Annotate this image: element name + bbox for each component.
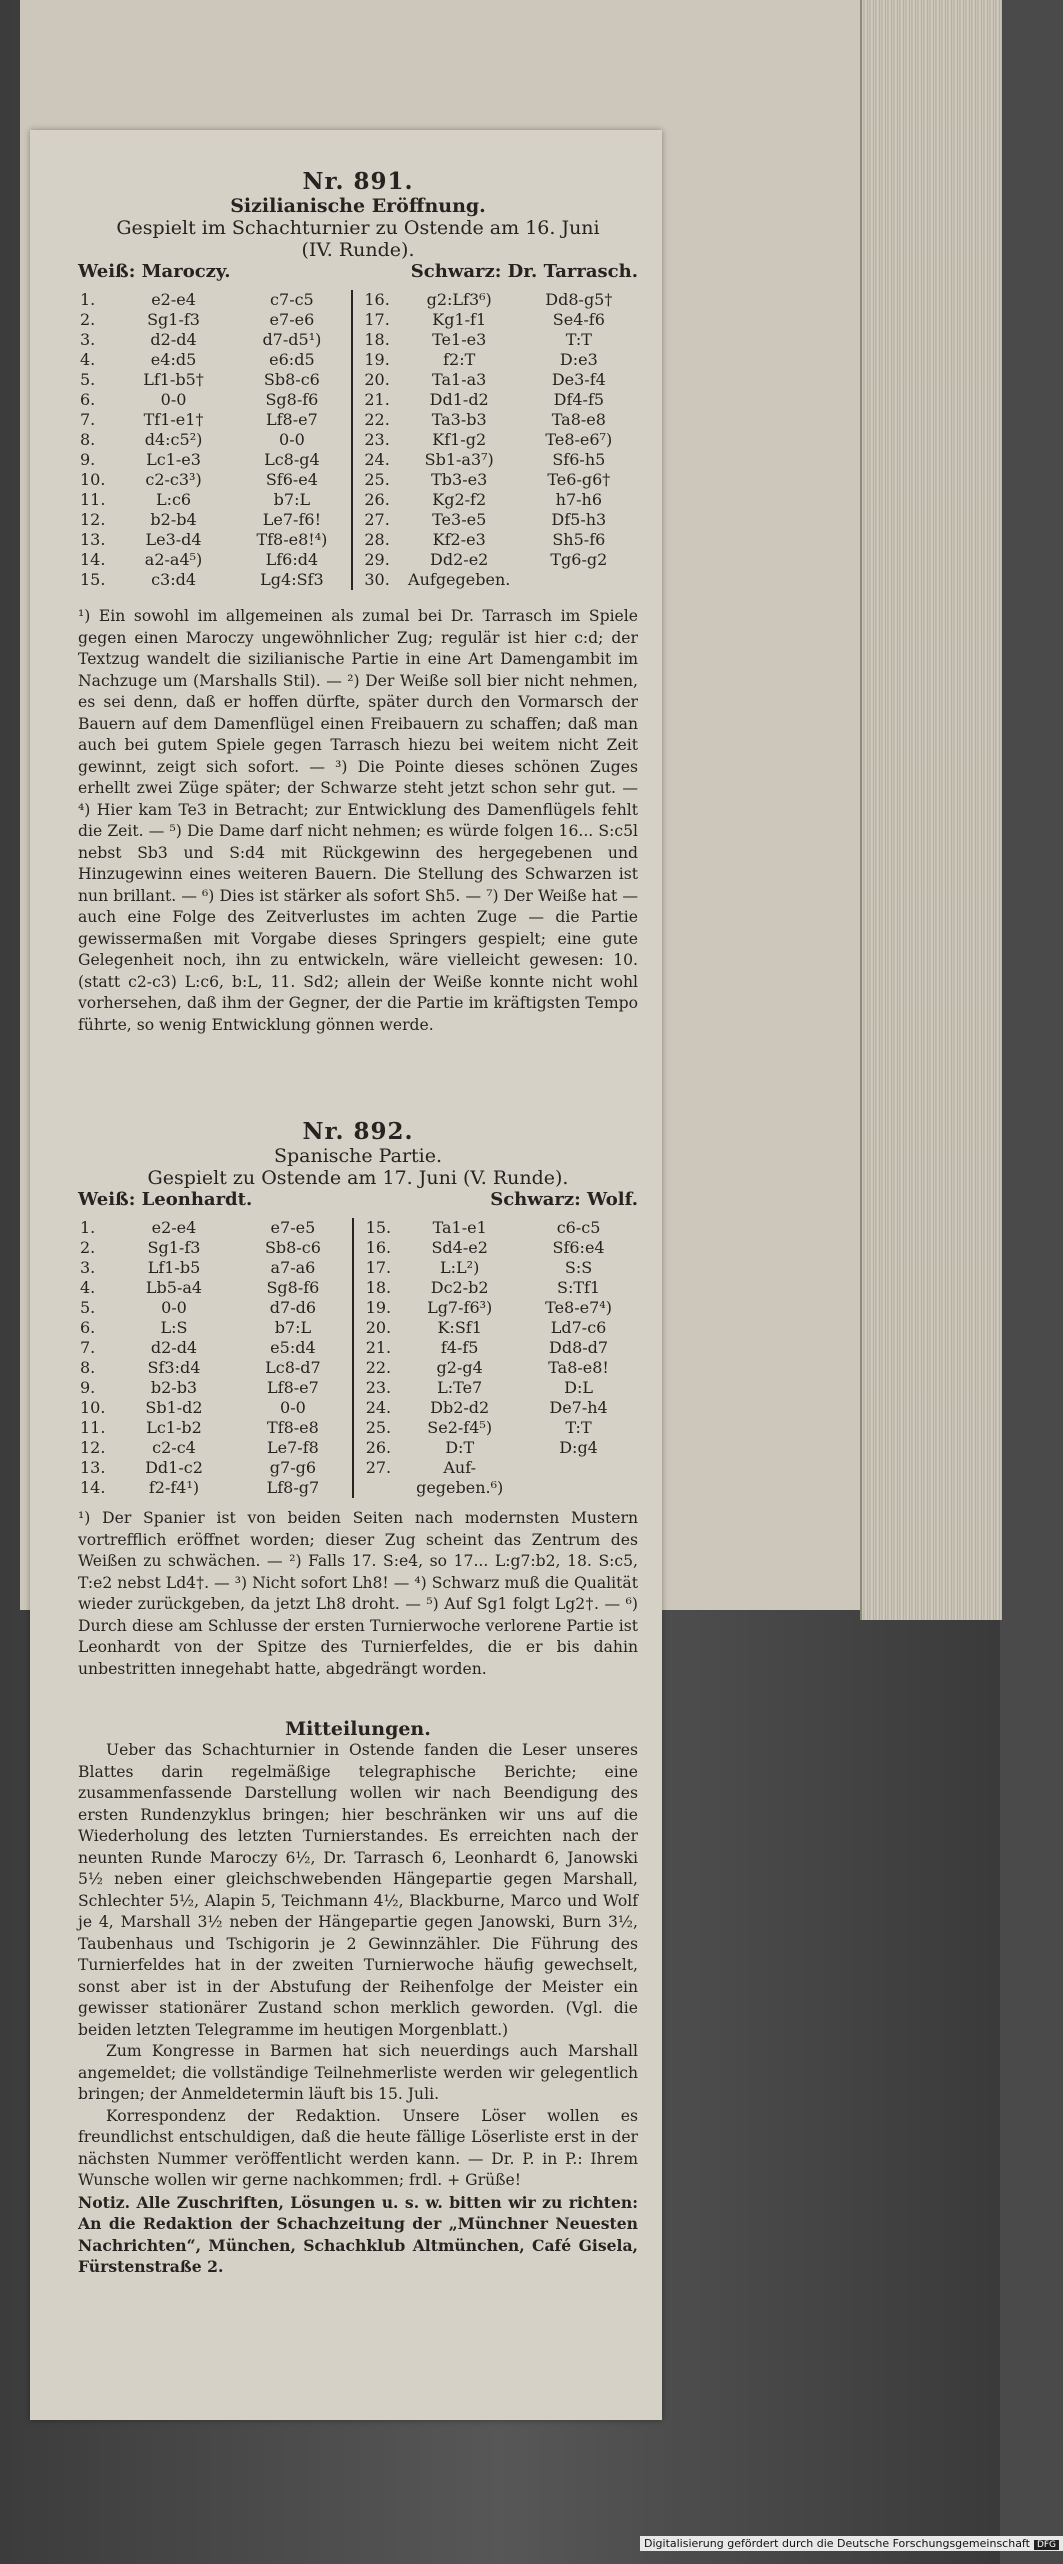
white-move: Ta1-a3 bbox=[432, 370, 487, 389]
white-move: Auf- bbox=[443, 1458, 476, 1477]
white-move: Lg7-f6³) bbox=[427, 1298, 493, 1317]
paragraph-barmen: Zum Kongresse in Barmen hat sich neuerdings auch Marshall angemeldet; die vollständige Teilnehmerliste werden wir gelegentlich bringen; der Anmeldetermin läuft bis 15. Juli. bbox=[78, 2042, 638, 2103]
move-number: 7. bbox=[80, 1338, 96, 1357]
column-divider bbox=[352, 470, 362, 490]
move-number: 30. bbox=[364, 570, 390, 589]
played-at: Gespielt im Schachturnier zu Ostende am 16. Juni bbox=[116, 217, 600, 239]
paragraph-tournament: Ueber das Schachturnier in Ostende fanden die Leser unseres Blattes darin regelmäßige telegraphische Berichte; eine zusammenfassende Darstellung wollen wir nach Beendigung des ersten Rundenzyklus bringen; hier beschränken wir uns auf die Wiederholung des letzten Turnierstandes. Es erreichten nach der neunten Runde Maroczy 6½, Dr. Tarrasch 6, Leonhardt 6, Janowski 5½ neben einer gleichschwebenden Hängepartie gegen Marshall, Schlechter 5½, Alapin 5, Teichmann 4½, Blackburne, Marco und Wolf je 4, Marshall 3½ neben der Hängepartie gegen Janowski, Burn 3½, Taubenhaus und Tschigorin je 2 Gewinnzähler. Die Führung des Turnierfeldes hat in der zweiten Turnierwoche häufig gewechselt, sonst aber ist in der Abstufung der Reihenfolge der Meister ein gewisser stationärer Zustand schon merklich geworden. (Vgl. die beiden letzten Telegramme im heutigen Morgenblatt.) bbox=[78, 1741, 638, 2039]
white-move: L:c6 bbox=[155, 490, 192, 509]
paragraph-correspondence: Korrespondenz der Redaktion. Unsere Löser wollen es freundlichst entschuldigen, daß die heute fällige Löserliste erst in der nächsten Nummer veröffentlicht werden kann. — Dr. P. in P.: Ihrem Wunsche wollen wir gerne nachkommen; frdl. + Grüße! bbox=[78, 2106, 638, 2189]
move-number: 22. bbox=[365, 1358, 392, 1377]
column-divider bbox=[353, 1478, 363, 1498]
column-divider bbox=[353, 1458, 363, 1478]
white-player: Weiß: Maroczy. bbox=[78, 261, 231, 282]
move-row bbox=[78, 550, 638, 570]
game-892-notes bbox=[78, 1508, 638, 1680]
column-divider bbox=[352, 390, 362, 410]
game-number: Nr. 891. bbox=[302, 168, 414, 195]
white-move: d2-d4 bbox=[150, 1338, 198, 1357]
black-move bbox=[520, 570, 638, 590]
black-move: Df4-f5 bbox=[553, 390, 605, 409]
white-move: Ta3-b3 bbox=[431, 410, 487, 429]
game-892-moves bbox=[78, 1218, 638, 1498]
move-number: 23. bbox=[364, 430, 390, 449]
black-move: Lf8-e7 bbox=[266, 410, 318, 429]
column-divider bbox=[353, 1418, 363, 1438]
white-move: c2-c3³) bbox=[145, 470, 202, 489]
column-divider bbox=[353, 1318, 363, 1338]
column-divider bbox=[352, 350, 362, 370]
game-892-header bbox=[78, 1118, 638, 1211]
move-number: 21. bbox=[364, 390, 390, 409]
move-number: 14. bbox=[80, 1478, 106, 1497]
white-move: Dd1-d2 bbox=[429, 390, 489, 409]
black-move: Tf8-e8 bbox=[266, 1418, 319, 1437]
white-move: c2-c4 bbox=[152, 1438, 196, 1457]
white-move: Tb3-e3 bbox=[431, 470, 488, 489]
mitteilungen-section bbox=[78, 1718, 638, 2278]
black-move: Te6-g6† bbox=[547, 470, 611, 489]
move-number: 10. bbox=[80, 470, 106, 489]
white-player: Weiß: Leonhardt. bbox=[78, 1189, 253, 1210]
move-number: 24. bbox=[364, 450, 390, 469]
move-number: 15. bbox=[80, 570, 106, 589]
move-number: 29. bbox=[364, 550, 390, 569]
move-row bbox=[78, 510, 638, 530]
move-row bbox=[78, 450, 638, 470]
white-move: d4:c5²) bbox=[144, 430, 203, 449]
move-number: 7. bbox=[80, 410, 96, 429]
white-move: d2-d4 bbox=[150, 330, 197, 349]
white-move: Sd4-e2 bbox=[431, 1238, 488, 1257]
move-row bbox=[78, 490, 638, 510]
black-move: Ld7-c6 bbox=[550, 1318, 607, 1337]
white-move: D:T bbox=[445, 1438, 475, 1457]
move-number: 18. bbox=[364, 330, 390, 349]
game-891-moves bbox=[78, 290, 638, 590]
digitization-credit bbox=[640, 2536, 1063, 2551]
column-divider bbox=[352, 410, 362, 430]
black-move: c7-c5 bbox=[270, 290, 314, 309]
move-number: 3. bbox=[80, 330, 96, 349]
black-move: 0-0 bbox=[279, 430, 305, 449]
black-move: Sb8-c6 bbox=[264, 1238, 321, 1257]
move-number: 19. bbox=[364, 350, 390, 369]
move-row bbox=[78, 470, 638, 490]
move-number: 12. bbox=[80, 1438, 106, 1457]
move-number: 9. bbox=[80, 450, 96, 469]
opening-name: Sizilianische Eröffnung. bbox=[230, 195, 486, 217]
black-move: Sf6-h5 bbox=[552, 450, 606, 469]
black-move: Lf8-e7 bbox=[267, 1378, 319, 1397]
white-move: Te1-e3 bbox=[432, 330, 487, 349]
white-move: 0-0 bbox=[161, 1298, 187, 1317]
white-move: e2-e4 bbox=[151, 290, 196, 309]
black-move: 0-0 bbox=[280, 1398, 306, 1417]
white-move: Lf1-b5† bbox=[143, 370, 204, 389]
move-number: 18. bbox=[365, 1278, 392, 1297]
move-number: 6. bbox=[80, 390, 96, 409]
move-row bbox=[78, 1458, 638, 1478]
white-move: K:Sf1 bbox=[437, 1318, 482, 1337]
move-number: 13. bbox=[80, 1458, 106, 1477]
dfg-logo: DFG bbox=[1034, 2540, 1059, 2550]
black-move: Lf8-g7 bbox=[266, 1478, 320, 1497]
black-move: Sg8-f6 bbox=[266, 1278, 320, 1297]
column-divider bbox=[353, 1278, 363, 1298]
black-move: Tf8-e8!⁴) bbox=[256, 530, 328, 549]
black-move: e5:d4 bbox=[270, 1338, 316, 1357]
move-row bbox=[78, 1378, 638, 1398]
black-move: S:Tf1 bbox=[556, 1278, 601, 1297]
move-row bbox=[78, 430, 638, 450]
move-number: 16. bbox=[364, 290, 390, 309]
move-number: 21. bbox=[365, 1338, 392, 1357]
black-move: Lc8-d7 bbox=[265, 1358, 321, 1377]
annotations: ¹) Der Spanier ist von beiden Seiten nach modernsten Mustern vortrefflich eröffnet worden; dieser Zug scheint das Zentrum des Weißen zu schwächen. — ²) Falls 17. S:e4, so 17... L:g7:b2, 18. S:c5, T:e2 nebst Ld4†. — ³) Nicht sofort Lh8! — ⁴) Schwarz muß die Qualität wieder zurückgeben, da jetzt Lh8 droht. — ⁵) Auf Sg1 folgt Lg2†. — ⁶) Durch diese am Schlusse der ersten Turnierwoche verlorene Partie ist Leonhardt von der Spitze des Turnierfeldes, die er bis dahin unbestritten innegehabt hatte, abgedrängt worden. bbox=[78, 1509, 638, 1678]
move-row bbox=[78, 1258, 638, 1278]
black-move: D:L bbox=[564, 1378, 593, 1397]
move-row bbox=[78, 530, 638, 550]
move-number: 26. bbox=[364, 490, 390, 509]
black-move: c6-c5 bbox=[556, 1218, 601, 1237]
move-row bbox=[78, 1278, 638, 1298]
black-move: Te8-e7⁴) bbox=[545, 1298, 612, 1317]
column-divider bbox=[352, 310, 362, 330]
white-move: c3:d4 bbox=[151, 570, 197, 589]
white-move: Ta1-e1 bbox=[432, 1218, 487, 1237]
black-move: D:g4 bbox=[559, 1438, 598, 1457]
move-number: 17. bbox=[364, 310, 390, 329]
move-row bbox=[78, 330, 638, 350]
white-move: Kf1-g2 bbox=[432, 430, 487, 449]
move-number: 25. bbox=[364, 470, 390, 489]
black-move: Lg4:Sf3 bbox=[260, 570, 324, 589]
move-row bbox=[78, 1218, 638, 1238]
white-move: Kg2-f2 bbox=[432, 490, 487, 509]
black-move: Sg8-f6 bbox=[265, 390, 319, 409]
black-move: Sf6-e4 bbox=[265, 470, 318, 489]
column-divider bbox=[352, 510, 362, 530]
black-move: Ta8-e8 bbox=[551, 410, 606, 429]
white-move: L:L²) bbox=[440, 1258, 480, 1277]
column-divider bbox=[353, 1438, 363, 1458]
black-player: Schwarz: Wolf. bbox=[490, 1189, 638, 1210]
move-row bbox=[78, 310, 638, 330]
black-move: e7-e5 bbox=[270, 1218, 316, 1237]
white-move: f2:T bbox=[443, 350, 476, 369]
black-move: b7:L bbox=[274, 1318, 312, 1337]
white-move: f2-f4¹) bbox=[148, 1478, 200, 1497]
move-row bbox=[78, 390, 638, 410]
column-divider bbox=[353, 1338, 363, 1358]
black-move: Sf6:e4 bbox=[552, 1238, 605, 1257]
column-divider bbox=[352, 370, 362, 390]
black-move: Te8-e6⁷) bbox=[545, 430, 613, 449]
black-move: Sh5-f6 bbox=[552, 530, 606, 549]
white-move: e2-e4 bbox=[151, 1218, 197, 1237]
column-divider bbox=[353, 1398, 363, 1418]
move-number: 4. bbox=[80, 350, 96, 369]
white-move: e4:d5 bbox=[150, 350, 197, 369]
move-number: 27. bbox=[365, 1458, 392, 1477]
move-row bbox=[78, 1438, 638, 1458]
move-row bbox=[78, 1418, 638, 1438]
black-move: d7-d5¹) bbox=[262, 330, 322, 349]
white-move: Tf1-e1† bbox=[143, 410, 204, 429]
move-number: 12. bbox=[80, 510, 106, 529]
newspaper-clipping bbox=[30, 130, 662, 2420]
black-move: Tg6-g2 bbox=[550, 550, 608, 569]
played-at: Gespielt zu Ostende am 17. Juni (V. Runde). bbox=[147, 1167, 569, 1189]
move-number: 3. bbox=[80, 1258, 96, 1277]
black-move: Le7-f6! bbox=[262, 510, 321, 529]
move-number: 26. bbox=[365, 1438, 392, 1457]
black-move: g7-g6 bbox=[269, 1458, 317, 1477]
move-number bbox=[364, 1478, 401, 1498]
column-divider bbox=[352, 290, 362, 310]
black-move: D:e3 bbox=[559, 350, 598, 369]
move-number: 17. bbox=[365, 1258, 392, 1277]
move-number: 14. bbox=[80, 550, 106, 569]
white-move: Sf3:d4 bbox=[147, 1358, 201, 1377]
white-move: Lc1-b2 bbox=[146, 1418, 202, 1437]
move-row bbox=[78, 290, 638, 310]
white-move: Db2-d2 bbox=[430, 1398, 490, 1417]
move-table bbox=[78, 1218, 638, 1498]
black-move: Sb8-c6 bbox=[263, 370, 320, 389]
move-number: 6. bbox=[80, 1318, 96, 1337]
players bbox=[78, 1189, 638, 1211]
column-divider bbox=[352, 490, 362, 510]
black-move: T:T bbox=[565, 330, 592, 349]
move-number: 25. bbox=[365, 1418, 392, 1437]
column-divider bbox=[353, 1298, 363, 1318]
move-number: 2. bbox=[80, 310, 96, 329]
paragraph-notiz: Notiz. Alle Zuschriften, Lösungen u. s. w. bitten wir zu richten: An die Redaktion der Schachzeitung der „Münchner Neuesten Nachrichten“, München, Schachklub Altmünchen, Café Gisela, Fürstenstraße 2. bbox=[78, 2192, 638, 2276]
black-move: De7-h4 bbox=[549, 1398, 608, 1417]
black-move: Dd8-g5† bbox=[545, 290, 613, 309]
column-divider bbox=[352, 450, 362, 470]
white-move: Aufgegeben. bbox=[408, 570, 511, 589]
white-move: Sg1-f3 bbox=[147, 310, 200, 329]
move-number: 11. bbox=[80, 1418, 106, 1437]
white-move: Sg1-f3 bbox=[147, 1238, 201, 1257]
black-move: De3-f4 bbox=[551, 370, 606, 389]
black-move: b7:L bbox=[273, 490, 311, 509]
white-move: Te3-e5 bbox=[432, 510, 487, 529]
white-move: b2-b3 bbox=[150, 1378, 198, 1397]
white-move: g2-g4 bbox=[436, 1358, 483, 1377]
move-number: 23. bbox=[365, 1378, 392, 1397]
move-table bbox=[78, 290, 638, 590]
white-move: Kg1-f1 bbox=[432, 310, 487, 329]
black-move: Le7-f8 bbox=[267, 1438, 319, 1457]
black-move: e6:d5 bbox=[269, 350, 315, 369]
move-number: 4. bbox=[80, 1278, 96, 1297]
black-player: Schwarz: Dr. Tarrasch. bbox=[410, 261, 638, 282]
column-divider bbox=[353, 1258, 363, 1278]
move-number: 8. bbox=[80, 1358, 96, 1377]
white-move: gegeben.⁶) bbox=[416, 1478, 504, 1497]
black-move: a7-a6 bbox=[270, 1258, 316, 1277]
white-move: Le3-d4 bbox=[145, 530, 202, 549]
move-number: 19. bbox=[365, 1298, 392, 1317]
move-row bbox=[78, 370, 638, 390]
white-move: Sb1-d2 bbox=[145, 1398, 203, 1417]
move-row bbox=[78, 1318, 638, 1338]
game-891-header bbox=[78, 168, 638, 283]
move-number: 27. bbox=[364, 510, 390, 529]
game-number: Nr. 892. bbox=[302, 1118, 414, 1145]
section-heading: Mitteilungen. bbox=[285, 1718, 431, 1740]
black-move: T:T bbox=[565, 1418, 592, 1437]
game-891-notes bbox=[78, 606, 638, 1036]
move-number: 2. bbox=[80, 1238, 96, 1257]
white-move: Lf1-b5 bbox=[147, 1258, 201, 1277]
white-move: L:S bbox=[160, 1318, 188, 1337]
black-move: e7-e6 bbox=[269, 310, 315, 329]
white-move: g2:Lf3⁶) bbox=[426, 290, 492, 309]
white-move: a2-a4⁵) bbox=[144, 550, 203, 569]
column-divider bbox=[352, 430, 362, 450]
white-move: b2-b4 bbox=[150, 510, 197, 529]
column-divider bbox=[352, 550, 362, 570]
move-row bbox=[78, 1338, 638, 1358]
move-row bbox=[78, 410, 638, 430]
round: (IV. Runde). bbox=[301, 239, 415, 261]
black-move: Se4-f6 bbox=[552, 310, 605, 329]
column-divider bbox=[353, 1238, 363, 1258]
move-number: 5. bbox=[80, 370, 96, 389]
column-divider bbox=[352, 570, 362, 590]
move-row bbox=[78, 1398, 638, 1418]
white-move: Dc2-b2 bbox=[430, 1278, 489, 1297]
black-move: Ta8-e8! bbox=[548, 1358, 609, 1377]
move-row bbox=[78, 350, 638, 370]
move-number: 1. bbox=[80, 1218, 96, 1237]
move-number: 16. bbox=[365, 1238, 392, 1257]
move-row bbox=[78, 1358, 638, 1378]
move-number: 8. bbox=[80, 430, 96, 449]
column-divider bbox=[352, 330, 362, 350]
white-move: 0-0 bbox=[160, 390, 187, 409]
black-move: Lf6:d4 bbox=[265, 550, 319, 569]
black-move bbox=[519, 1478, 638, 1498]
section-body bbox=[78, 1740, 638, 2278]
white-move: Lb5-a4 bbox=[145, 1278, 203, 1297]
move-number: 22. bbox=[364, 410, 390, 429]
white-move: Kf2-e3 bbox=[432, 530, 486, 549]
white-move: Dd1-c2 bbox=[145, 1458, 203, 1477]
column-divider bbox=[353, 1218, 363, 1238]
white-move: L:Te7 bbox=[437, 1378, 483, 1397]
move-row bbox=[78, 1238, 638, 1258]
move-number: 13. bbox=[80, 530, 106, 549]
book-edge bbox=[860, 0, 1002, 1620]
move-number: 5. bbox=[80, 1298, 96, 1317]
move-number: 15. bbox=[365, 1218, 392, 1237]
black-move: Dd8-d7 bbox=[549, 1338, 609, 1357]
move-row bbox=[78, 1298, 638, 1318]
move-number: 24. bbox=[365, 1398, 392, 1417]
column-divider bbox=[353, 1378, 363, 1398]
black-move: d7-d6 bbox=[269, 1298, 317, 1317]
move-row bbox=[78, 1478, 638, 1498]
players bbox=[78, 261, 638, 283]
annotations: ¹) Ein sowohl im allgemeinen als zumal bei Dr. Tarrasch im Spiele gegen einen Maroczy ungewöhnlicher Zug; regulär ist hier c:d; der Textzug wandelt die sizilianische Partie in eine Art Damengambit im Nachzuge um (Marshalls Stil). — ²) Der Weiße soll bier nicht nehmen, es sei denn, daß er hoffen dürfte, später durch den Vormarsch der Bauern auf dem Damenflügel einen Freibauern zu schaffen; daß man auch bei gutem Spiele gegen Tarrasch hiezu bei weitem nicht Zeit gewinnt, zeigt sich sofort. — ³) Die Pointe dieses schönen Zuges erhellt zwei Züge später; der Schwarze steht jetzt schon sehr gut. — ⁴) Hier kam Te3 in Betracht; zur Entwicklung des Damenflügels fehlt die Zeit. — ⁵) Die Dame darf nicht nehmen; es würde folgen 16... S:c5l nebst Sb3 und S:d4 mit Rückgewinn des hergegebenen und Hinzugewinn eines weiteren Bauern. Die Stellung des Schwarzen ist nun brillant. — ⁶) Dies ist stärker als sofort Sh5. — ⁷) Der Weiße hat — auch eine Folge des Zeitverlustes im achten Zuge — die Partie gewissermaßen mit Vorgabe dieses Springers gespielt; eine gute Gelegenheit noch, ihn zu entwickeln, wäre vielleicht gewesen: 10. (statt c2-c3) L:c6, b:L, 11. Sd2; allein der Weiße konnte nicht wohl vorhersehen, daß ihm der Gegner, der die Partie im kräftigsten Tempo führte, so wenig Entwicklung gönnen werde. bbox=[78, 607, 638, 1034]
move-number: 20. bbox=[365, 1318, 392, 1337]
column-divider bbox=[352, 530, 362, 550]
opening-name: Spanische Partie. bbox=[273, 1145, 443, 1167]
white-move: Se2-f4⁵) bbox=[427, 1418, 493, 1437]
move-number: 9. bbox=[80, 1378, 96, 1397]
move-row bbox=[78, 570, 638, 590]
black-move: h7-h6 bbox=[555, 490, 603, 509]
move-number: 11. bbox=[80, 490, 106, 509]
move-number: 1. bbox=[80, 290, 96, 309]
white-move: Sb1-a3⁷) bbox=[424, 450, 494, 469]
black-move: Lc8-g4 bbox=[264, 450, 320, 469]
white-move: f4-f5 bbox=[440, 1338, 479, 1357]
move-number: 28. bbox=[364, 530, 390, 549]
credit-text: Digitalisierung gefördert durch die Deutsche Forschungsgemeinschaft bbox=[644, 2537, 1030, 2550]
move-number: 20. bbox=[364, 370, 390, 389]
white-move: Lc1-e3 bbox=[146, 450, 201, 469]
white-move: Dd2-e2 bbox=[430, 550, 489, 569]
black-move: Df5-h3 bbox=[551, 510, 607, 529]
column-divider bbox=[353, 1358, 363, 1378]
black-move: S:S bbox=[564, 1258, 593, 1277]
black-move bbox=[519, 1458, 638, 1478]
move-number: 10. bbox=[80, 1398, 106, 1417]
